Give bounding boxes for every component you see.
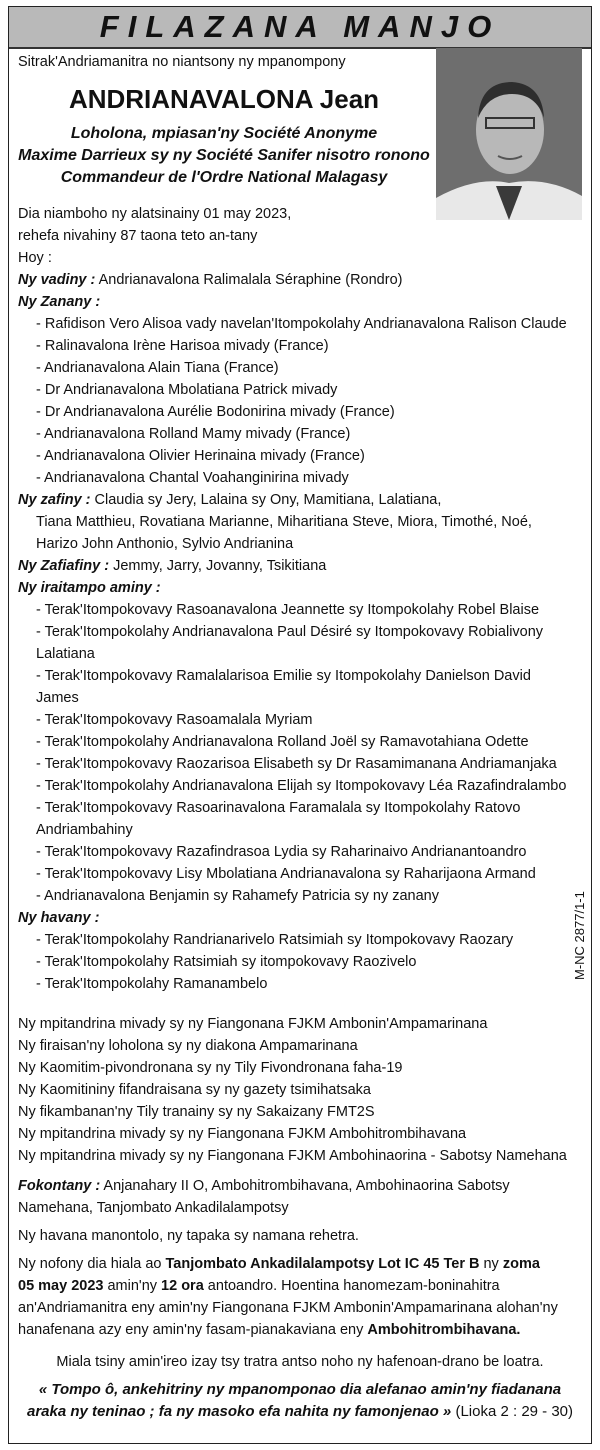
sibling-line: - Terak'Itompokovavy Ramalalarisoa Emilie sy Itompokolahy Danielson David <box>36 668 531 684</box>
funeral-time: 12 ora <box>161 1278 204 1294</box>
sibling-line: - Terak'Itompokovavy Rasoarinavalona Faramalala sy Itompokolahy Ratovo <box>36 800 521 816</box>
child-item: - Andrianavalona Rolland Mamy mivady (France) <box>36 426 351 442</box>
grandchildren-names: Claudia sy Jery, Lalaina sy Ony, Mamitiana, Lalatiana, <box>94 492 442 508</box>
child-item: - Andrianavalona Olivier Herinaina mivady (France) <box>36 448 365 464</box>
sibling-line: Lalatiana <box>36 646 95 662</box>
spouse-line <box>18 270 402 290</box>
sibling-line: - Andrianavalona Benjamin sy Rahamefy Patricia sy ny zanany <box>36 888 439 904</box>
association-line: Ny mpitandrina mivady sy ny Fiangonana FJKM Ambonin'Ampamarinana <box>18 1016 488 1032</box>
siblings-label: Ny iraitampo aminy : <box>18 580 161 596</box>
spouse-name: Andrianavalona Ralimalala Séraphine (Rondro) <box>98 272 403 288</box>
banner-title: FILAZANA MANJO <box>99 9 501 44</box>
grandchildren-label: Ny zafiny : <box>18 492 91 508</box>
association-line: Ny Kaomitininy fifandraisana sy ny gazety tsimihatsaka <box>18 1082 371 1098</box>
burial-place: Ambohitrombihavana. <box>367 1322 521 1338</box>
sibling-line: - Terak'Itompokolahy Andrianavalona Elijah sy Itompokovavy Léa Razafindralambo <box>36 778 567 794</box>
quote-text: araka ny teninao ; fa ny masoko efa nahita ny famonjenao » <box>26 1403 452 1420</box>
child-item: - Rafidison Vero Alisoa vady navelan'Itompokolahy Andrianavalona Ralison Claude <box>36 316 567 332</box>
fokontany-line-2: Namehana, Tanjombato Ankadilalampotsy <box>18 1200 289 1216</box>
funeral-date: 05 may 2023 <box>18 1278 104 1294</box>
funeral-day: zoma <box>502 1256 540 1272</box>
great-grandchildren-names: Jemmy, Jarry, Jovanny, Tsikitiana <box>113 558 327 574</box>
association-line: Ny Kaomitim-pivondronana sy ny Tily Fivondronana faha-19 <box>18 1060 403 1076</box>
title-line-3: Commandeur de l'Ordre National Malagasy <box>60 169 388 186</box>
children-label: Ny Zanany : <box>18 294 101 310</box>
funeral-text: Ny nofony dia hiala ao <box>18 1256 166 1272</box>
death-line-3: Hoy : <box>18 250 52 266</box>
title-line-2: Maxime Darrieux sy ny Société Sanifer nisotro ronono <box>18 147 430 164</box>
all-relatives-text: Ny havana manontolo, ny tapaka sy namana rehetra. <box>18 1228 359 1244</box>
intro-text: Sitrak'Andriamanitra no niantsony ny mpanompony <box>18 54 346 70</box>
quote-reference: (Lioka 2 : 29 - 30) <box>451 1403 574 1420</box>
quote-line-2 <box>8 1402 592 1422</box>
death-line-1: Dia niamboho ny alatsinainy 01 may 2023, <box>18 206 292 222</box>
sibling-line: - Terak'Itompokolahy Andrianavalona Paul Désiré sy Itompokovavy Robialivony <box>36 624 544 640</box>
child-item: - Dr Andrianavalona Mbolatiana Patrick mivady <box>36 382 338 398</box>
great-grandchildren-label: Ny Zafiafiny : <box>18 558 110 574</box>
sibling-line: James <box>36 690 79 706</box>
relative-item: - Terak'Itompokolahy Randrianarivelo Ratsimiah sy Itompokovavy Raozary <box>36 932 514 948</box>
child-item: - Ralinavalona Irène Harisoa mivady (France) <box>36 338 329 354</box>
funeral-text: hanafenana azy eny amin'ny fasam-pianakaviana eny <box>18 1322 368 1338</box>
funeral-line-4 <box>18 1320 520 1340</box>
grandchildren-line-2: Tiana Matthieu, Rovatiana Marianne, Miharitiana Steve, Miora, Timothé, Noé, <box>36 514 532 530</box>
grandchildren-line-3: Harizo John Anthonio, Sylvio Andrianina <box>36 536 294 552</box>
portrait-photo <box>436 48 582 220</box>
title-line-1: Loholona, mpiasan'ny Société Anonyme <box>70 125 378 142</box>
sibling-line: - Terak'Itompokovavy Rasoamalala Myriam <box>36 712 313 728</box>
funeral-text: amin'ny <box>103 1278 162 1294</box>
funeral-line-1 <box>18 1254 540 1274</box>
fokontany-line-1 <box>18 1176 510 1196</box>
child-item: - Andrianavalona Alain Tiana (France) <box>36 360 279 376</box>
death-line-2: rehefa nivahiny 87 taona teto an-tany <box>18 228 258 244</box>
quote-line-1: « Tompo ô, ankehitriny ny mpanomponao dia alefanao amin'ny fiadanana <box>38 1381 562 1398</box>
portrait-image <box>436 48 582 220</box>
relative-item: - Terak'Itompokolahy Ramanambelo <box>36 976 268 992</box>
relative-item: - Terak'Itompokolahy Ratsimiah sy itompokovavy Raozivelo <box>36 954 417 970</box>
association-line: Ny mpitandrina mivady sy ny Fiangonana FJKM Ambohitrombihavana <box>18 1126 467 1142</box>
funeral-line-3: an'Andriamanitra eny amin'ny Fiangonana FJKM Ambonin'Ampamarinana alohan'ny <box>18 1300 558 1316</box>
funeral-address: Tanjombato Ankadilalampotsy Lot IC 45 Ter B <box>165 1256 480 1272</box>
spouse-label: Ny vadiny : <box>18 272 96 288</box>
great-grandchildren-line <box>18 556 326 576</box>
association-line: Ny mpitandrina mivady sy ny Fiangonana FJKM Ambohinaorina - Sabotsy Namehana <box>18 1148 567 1164</box>
sibling-line: - Terak'Itompokolahy Andrianavalona Rolland Joël sy Ramavotahiana Odette <box>36 734 529 750</box>
sibling-line: - Terak'Itompokovavy Rasoanavalona Jeannette sy Itompokolahy Robel Blaise <box>36 602 540 618</box>
relatives-label: Ny havany : <box>18 910 100 926</box>
banner <box>9 7 591 49</box>
deceased-name: ANDRIANAVALONA Jean <box>68 84 380 114</box>
sibling-line: - Terak'Itompokovavy Raozarisoa Elisabeth sy Dr Rasamimanana Andriamanjaka <box>36 756 557 772</box>
funeral-text: ny <box>479 1256 503 1272</box>
sibling-line: - Terak'Itompokovavy Lisy Mbolatiana Andrianavalona sy Raharijaona Armand <box>36 866 536 882</box>
funeral-text: antoandro. Hoentina hanomezam-boninahitra <box>203 1278 500 1294</box>
child-item: - Dr Andrianavalona Aurélie Bodonirina mivady (France) <box>36 404 395 420</box>
sibling-line: - Terak'Itompokovavy Razafindrasoa Lydia sy Raharinaivo Andrianantoandro <box>36 844 527 860</box>
child-item: - Andrianavalona Chantal Voahanginirina mivady <box>36 470 349 486</box>
sibling-line: Andriambahiny <box>36 822 133 838</box>
fokontany-label: Fokontany : <box>18 1178 101 1194</box>
funeral-line-2 <box>18 1276 500 1296</box>
grandchildren-line-1 <box>18 490 441 510</box>
reference-code: M-NC 2877/1-1 <box>572 891 587 980</box>
fokontany-places: Anjanahary II O, Ambohitrombihavana, Ambohinaorina Sabotsy <box>103 1178 510 1194</box>
association-line: Ny firaisan'ny loholona sy ny diakona Ampamarinana <box>18 1038 358 1054</box>
apology-text: Miala tsiny amin'ireo izay tsy tratra antso noho ny hafenoan-drano be loatra. <box>56 1354 544 1370</box>
association-line: Ny fikambanan'ny Tily tranainy sy ny Sakaizany FMT2S <box>18 1104 375 1120</box>
